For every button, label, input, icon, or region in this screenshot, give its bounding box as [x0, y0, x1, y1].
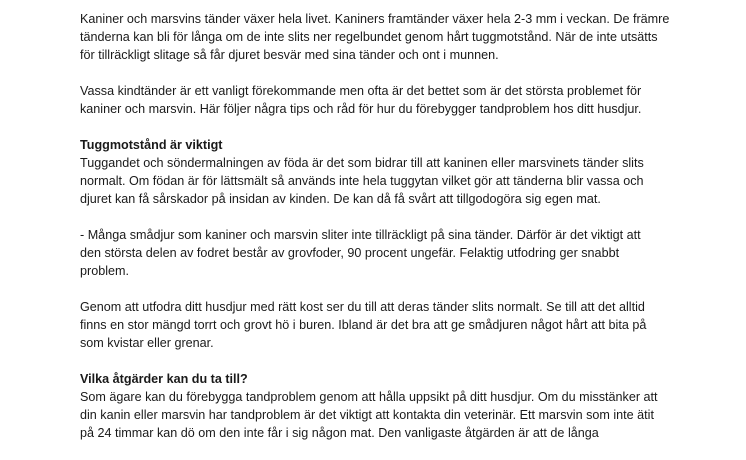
text-line: tänderna kan bli för långa om de inte slits ner regelbundet genom hårt tuggmotstånd. När de inte utsätts	[80, 30, 658, 44]
section-heading: Tuggmotstånd är viktigt	[80, 138, 223, 152]
text-line: djuret kan få sårskador på insidan av kinden. De kan då få svårt att tillgodogöra sig egen mat.	[80, 192, 601, 206]
text-line: Genom att utfodra ditt husdjur med rätt kost ser du till att deras tänder slits normalt. Se till att det alltid	[80, 300, 645, 314]
paragraph-molars	[80, 82, 720, 118]
text-line: kaniner och marsvin. Här följer några tips och råd för hur du förebygger tandproblem hos ditt husdjur.	[80, 102, 642, 116]
text-line: den största delen av fodret består av grovfoder, 90 procent ungefär. Felaktig utfodring ger snabbt	[80, 246, 620, 260]
text-line: för tillräckligt slitage så får djuret besvär med sina tänder och ont i munnen.	[80, 48, 499, 62]
paragraph-feeding	[80, 298, 720, 352]
text-line: normalt. Om födan är för lättsmält så används inte hela tuggytan vilket gör att tänderna blir vassa och	[80, 174, 644, 188]
text-line: - Många smådjur som kaniner och marsvin sliter inte tillräckligt på sina tänder. Därför är det viktigt att	[80, 228, 641, 242]
document-page	[80, 10, 720, 460]
text-line: på 24 timmar kan dö om den inte får i sig någon mat. Den vanligaste åtgärden är att de långa	[80, 426, 599, 440]
section-heading: Vilka åtgärder kan du ta till?	[80, 372, 248, 386]
text-line: din kanin eller marsvin har tandproblem är det viktigt att kontakta din veterinär. Ett marsvin som inte ätit	[80, 408, 654, 422]
text-line: Vassa kindtänder är ett vanligt förekommande men ofta är det bettet som är det största problemet för	[80, 84, 642, 98]
text-line: problem.	[80, 264, 129, 278]
section-measures	[80, 370, 720, 442]
text-line: Kaniner och marsvins tänder växer hela livet. Kaniners framtänder växer hela 2-3 mm i veckan. De främre	[80, 12, 670, 26]
text-line: som kvistar eller grenar.	[80, 336, 214, 350]
text-line: Tuggandet och söndermalningen av föda är det som bidrar till att kaninen eller marsvinets tänder slits	[80, 156, 644, 170]
paragraph-intro	[80, 10, 720, 64]
section-chewing	[80, 136, 720, 208]
text-line: finns en stor mängd torrt och grovt hö i buren. Ibland är det bra att ge smådjuren något hårt att bita på	[80, 318, 647, 332]
text-line: Som ägare kan du förebygga tandproblem genom att hålla uppsikt på ditt husdjur. Om du misstänker att	[80, 390, 658, 404]
paragraph-smalldjur	[80, 226, 720, 280]
